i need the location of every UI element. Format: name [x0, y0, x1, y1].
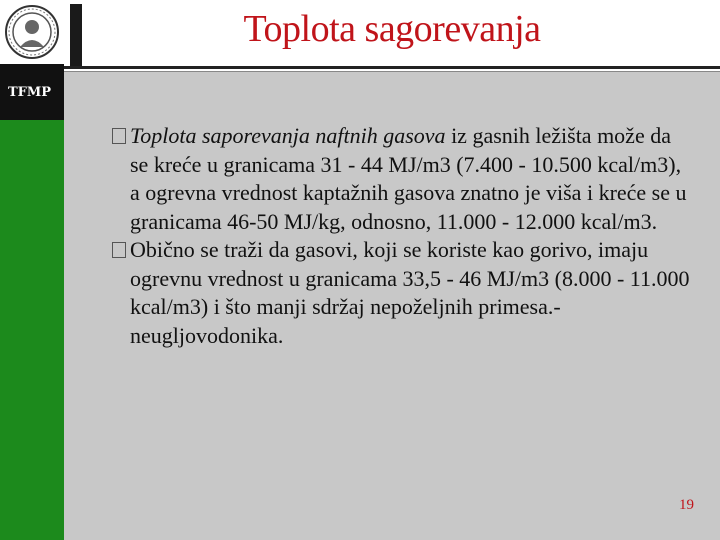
title-divider-thin: [64, 71, 720, 72]
bullet-item-2: [112, 236, 692, 350]
bullet-1-text: iz gasnih ležišta može da se kreće u granicama 31 - 44 MJ/m3 (7.400 - 10.500 kcal/m3), a ogrevna vrednost kaptažnih gasova znatno je viša i kreće se u granicama 46-50 MJ/kg, odnosno, 11.000 - 12.000 kcal/m3.: [130, 123, 687, 234]
bullet-box-icon: [112, 128, 126, 144]
bullet-1-italic-text: Toplota saporevanja naftnih gasova: [130, 123, 446, 148]
slide-body: [112, 122, 692, 350]
bullet-2-text: Obično se traži da gasovi, koji se koriste kao gorivo, imaju ogrevnu vrednost u granicama 33,5 - 46 MJ/m3 (8.000 - 11.000 kcal/m3) i što manji sdržaj nepoželjnih primesa.- neugljovodonika.: [130, 237, 690, 348]
university-seal-logo: [0, 0, 64, 64]
title-divider: [64, 66, 720, 69]
bullet-box-icon: [112, 242, 126, 258]
slide-title: Toplota sagorevanja: [243, 8, 541, 50]
page-number: 19: [679, 497, 694, 513]
bullet-item-1: [112, 122, 692, 236]
seal-icon: [4, 3, 60, 61]
tfmp-logo: TFMP: [0, 64, 64, 120]
